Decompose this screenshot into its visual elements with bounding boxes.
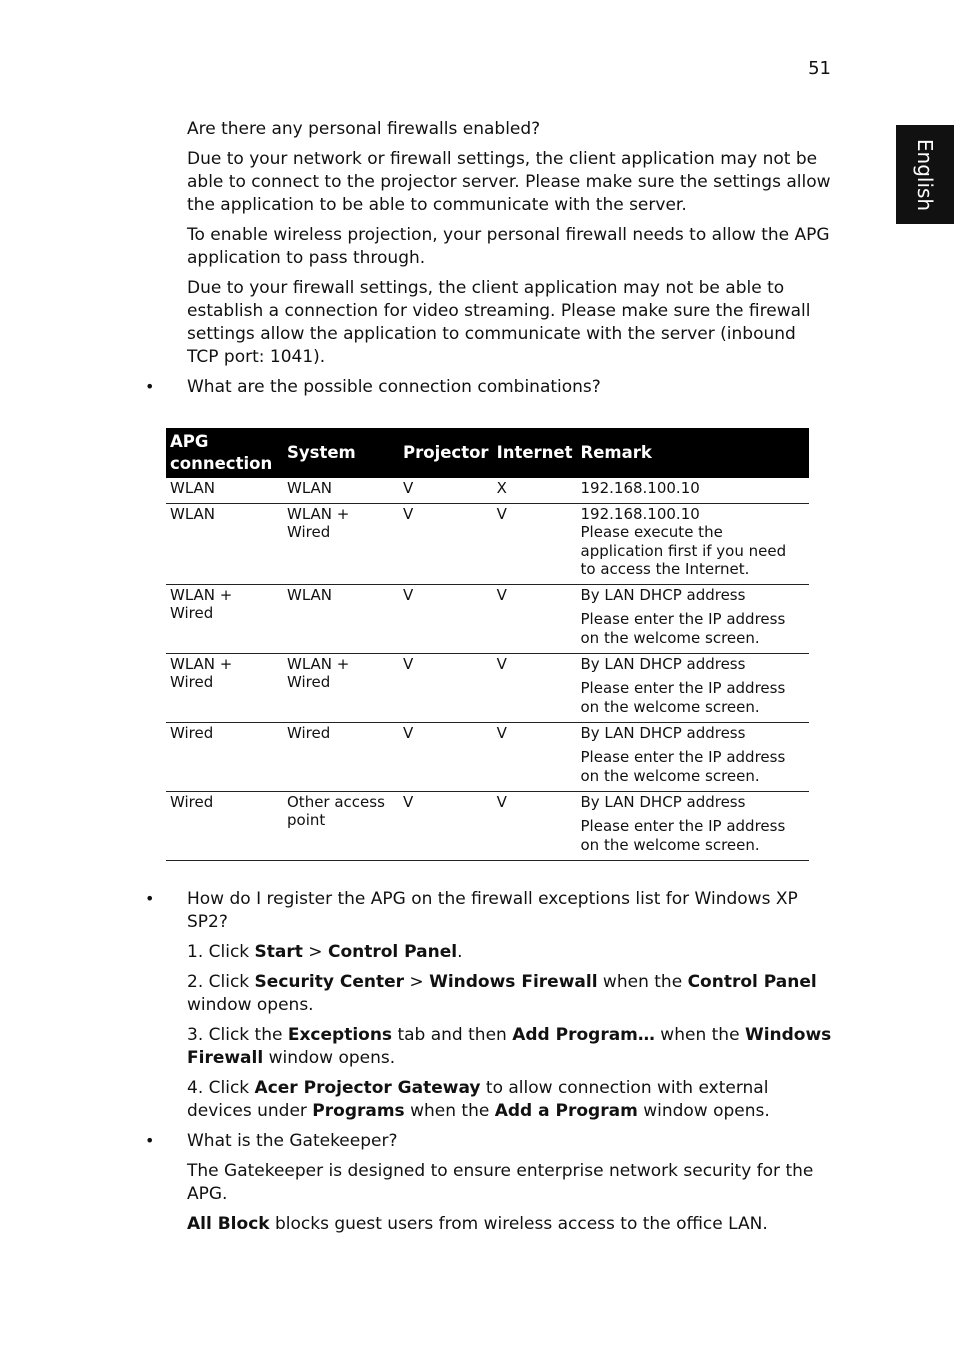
cell-apg: WLAN + Wired (166, 653, 283, 722)
cell-remark (577, 503, 810, 584)
language-tab (896, 125, 954, 224)
cell-remark (577, 653, 810, 722)
cell-system: WLAN (283, 584, 399, 653)
remark-line: By LAN DHCP address (580, 654, 746, 673)
remark-detail: Please enter the IP address on the welcome screen. (580, 610, 786, 647)
header-internet: Internet (493, 428, 577, 478)
bullet-register: • (145, 889, 155, 908)
cell-system: WLAN (283, 478, 399, 503)
cell-remark (577, 722, 810, 791)
cell-system: WLAN + Wired (283, 653, 399, 722)
remark-detail: Please execute the application first if you need to access the Internet. (580, 523, 787, 578)
cell-internet: X (493, 478, 577, 503)
cell-remark (577, 791, 810, 860)
firewall-paragraph-3: Due to your firewall settings, the client application may not be able to establish a connection for video streaming. Please make sure the firewall settings allow the application to communicate with the server (inbound TCP port: 1041). (187, 278, 811, 367)
cell-projector: V (399, 478, 493, 503)
cell-internet: V (493, 584, 577, 653)
cell-internet: V (493, 503, 577, 584)
bullet-combos: • (145, 377, 155, 396)
register-step-4: 4. Click Acer Projector Gateway to allow connection with external devices under Programs when the Add a Program window opens. (187, 1078, 770, 1121)
cell-system: Wired (283, 722, 399, 791)
firewall-paragraph-1: Due to your network or firewall settings, the client application may not be able to connect to the projector server. Please make sure the settings allow the application to be able to communicate with the server. (187, 149, 831, 215)
remark-line: By LAN DHCP address (580, 723, 746, 742)
cell-remark (577, 584, 810, 653)
cell-projector: V (399, 584, 493, 653)
all-block-term: All Block (187, 1214, 270, 1234)
header-projector: Projector (399, 428, 493, 478)
header-remark: Remark (577, 428, 810, 478)
cell-apg: WLAN (166, 478, 283, 503)
gatekeeper-question: What is the Gatekeeper? (187, 1131, 398, 1151)
remark-detail: Please enter the IP address on the welcome screen. (580, 748, 786, 785)
cell-system: Other access point (283, 791, 399, 860)
gatekeeper-paragraph-1: The Gatekeeper is designed to ensure enterprise network security for the APG. (187, 1161, 814, 1204)
table-header-row (166, 428, 809, 478)
cell-system: WLAN + Wired (283, 503, 399, 584)
cell-internet: V (493, 791, 577, 860)
cell-internet: V (493, 722, 577, 791)
cell-apg: Wired (166, 722, 283, 791)
connection-combinations-table (166, 428, 809, 861)
page-number: 51 (808, 58, 831, 79)
cell-projector: V (399, 722, 493, 791)
register-step-2: 2. Click Security Center > Windows Firewall when the Control Panel window opens. (187, 972, 817, 1015)
table-row (166, 791, 809, 860)
table-row (166, 722, 809, 791)
language-tab-label: English (913, 138, 937, 211)
firewall-paragraph-2: To enable wireless projection, your personal firewall needs to allow the APG application to pass through. (187, 225, 830, 268)
cell-projector: V (399, 791, 493, 860)
header-apg-connection: APG connection (166, 428, 283, 478)
firewall-question: Are there any personal firewalls enabled? (187, 119, 541, 139)
register-step-3: 3. Click the Exceptions tab and then Add Program… when the Windows Firewall window opens. (187, 1025, 832, 1068)
bullet-gatekeeper: • (145, 1131, 155, 1150)
table-row (166, 478, 809, 503)
cell-projector: V (399, 653, 493, 722)
cell-internet: V (493, 653, 577, 722)
table-row (166, 503, 809, 584)
combos-question: What are the possible connection combinations? (187, 377, 601, 397)
register-step-1: 1. Click Start > Control Panel. (187, 942, 463, 962)
remark-line: By LAN DHCP address (580, 792, 746, 811)
remark-line: By LAN DHCP address (580, 585, 746, 604)
table-row (166, 584, 809, 653)
cell-remark (577, 478, 810, 503)
cell-projector: V (399, 503, 493, 584)
cell-apg: WLAN + Wired (166, 584, 283, 653)
remark-line: 192.168.100.10 (580, 504, 700, 523)
register-question: How do I register the APG on the firewall exceptions list for Windows XP SP2? (187, 889, 798, 932)
remark-detail: Please enter the IP address on the welcome screen. (580, 679, 786, 716)
cell-apg: WLAN (166, 503, 283, 584)
remark-detail: Please enter the IP address on the welcome screen. (580, 817, 786, 854)
remark-line: 192.168.100.10 (580, 479, 700, 497)
table-row (166, 653, 809, 722)
header-system: System (283, 428, 399, 478)
gatekeeper-paragraph-2: All Block blocks guest users from wireless access to the office LAN. (187, 1214, 768, 1234)
cell-apg: Wired (166, 791, 283, 860)
